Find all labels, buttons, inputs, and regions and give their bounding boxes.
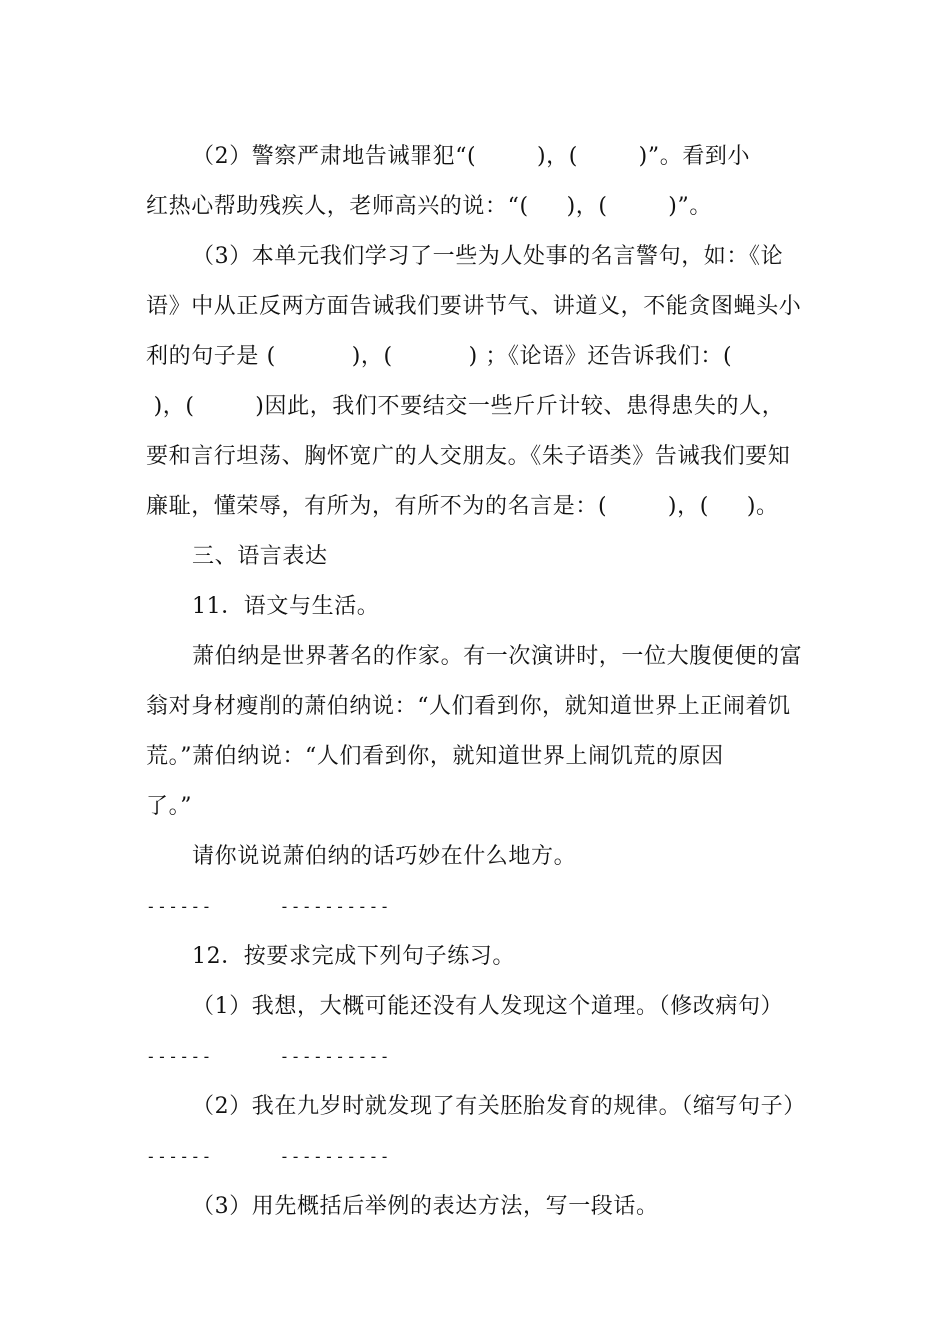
story-paragraph-line-1: 萧伯纳是世界著名的作家。有一次演讲时，一位大腹便便的富 bbox=[192, 644, 803, 669]
question-10-3-line-3: 利的句子是 ( )，( ) ；《论语》还告诉我们：( bbox=[146, 344, 733, 369]
question-10-3-line-6: 廉耻，懂荣辱，有所为，有所不为的名言是：( )，( )。 bbox=[146, 494, 779, 519]
question-12-3: （3）用先概括后举例的表达方法，写一段话。 bbox=[192, 1194, 659, 1219]
document-body bbox=[146, 132, 806, 1232]
answer-line[interactable]: ------ ---------- bbox=[146, 1047, 391, 1066]
story-paragraph-line-3: 荒。”萧伯纳说：“人们看到你，就知道世界上闹饥荒的原因 bbox=[146, 744, 724, 769]
question-10-3-line-1: （3）本单元我们学习了一些为人处事的名言警句，如：《论 bbox=[192, 244, 784, 269]
question-10-3-line-4: )，( )因此，我们不要结交一些斤斤计较、患得患失的人， bbox=[146, 394, 785, 419]
question-10-3-line-5: 要和言行坦荡、胸怀宽广的人交朋友。《朱子语类》告诫我们要知 bbox=[146, 444, 791, 469]
question-10-2-line-1: （2）警察严肃地告诫罪犯“( )，( )”。看到小 bbox=[192, 144, 751, 169]
section-3-heading: 三、语言表达 bbox=[192, 544, 328, 569]
answer-line[interactable]: ------ ---------- bbox=[146, 1147, 391, 1166]
question-12-title: 12．按要求完成下列句子练习。 bbox=[192, 944, 515, 969]
question-11-prompt: 请你说说萧伯纳的话巧妙在什么地方。 bbox=[192, 844, 577, 869]
story-paragraph-line-4: 了。” bbox=[146, 794, 193, 819]
question-10-3-line-2: 语》中从正反两方面告诫我们要讲节气、讲道义，不能贪图蝇头小 bbox=[146, 294, 802, 319]
question-10-2-line-2: 红热心帮助残疾人，老师高兴的说：“( )，( )”。 bbox=[146, 194, 712, 219]
answer-line[interactable]: ------ ---------- bbox=[146, 897, 391, 916]
question-11-title: 11．语文与生活。 bbox=[192, 594, 380, 619]
story-paragraph-line-2: 翁对身材瘦削的萧伯纳说：“人们看到你，就知道世界上正闹着饥 bbox=[146, 694, 791, 719]
question-12-1: （1）我想，大概可能还没有人发现这个道理。（修改病句） bbox=[192, 994, 784, 1019]
question-12-2: （2）我在九岁时就发现了有关胚胎发育的规律。（缩写句子） bbox=[192, 1094, 806, 1119]
